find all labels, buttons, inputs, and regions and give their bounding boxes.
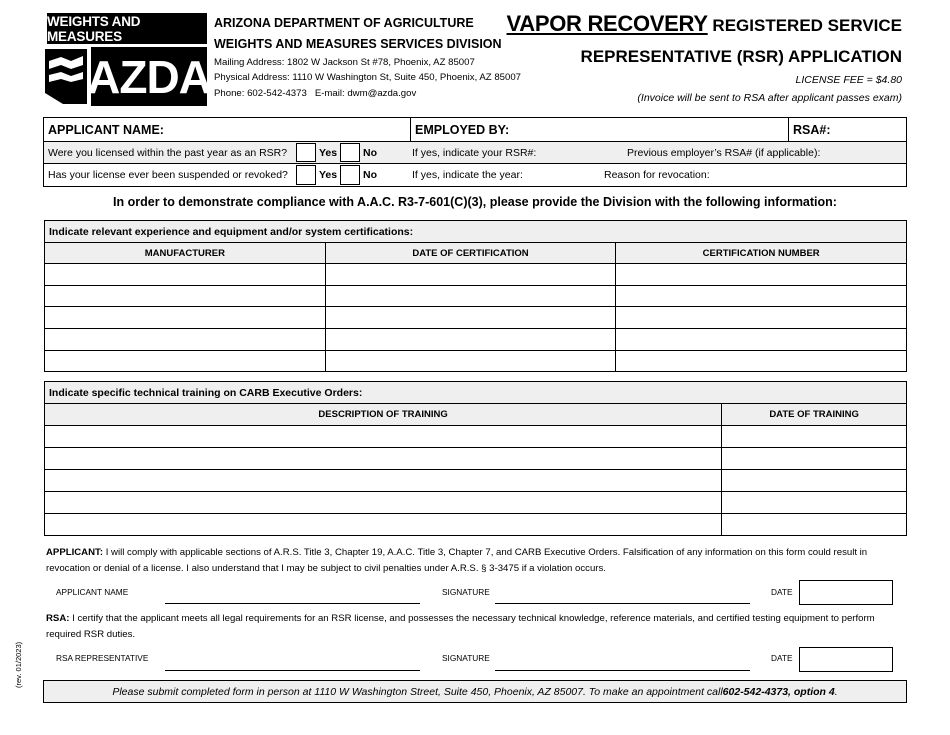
revision-label: (rev. 01/2023): [14, 641, 23, 688]
submission-footer: [43, 680, 907, 703]
certification-number-cell[interactable]: [616, 329, 907, 351]
table-row: [45, 514, 907, 536]
table-row: [45, 351, 907, 372]
table-row: [45, 426, 907, 448]
email-address: E-mail: dwm@azda.gov: [314, 88, 417, 99]
form-title-line1: [507, 11, 902, 37]
licensed-no-checkbox[interactable]: [340, 143, 360, 162]
certification-date-cell[interactable]: [325, 329, 616, 351]
rsa-statement: [46, 611, 906, 642]
question-licensed-past-year: Were you licensed within the past year as an RSR?: [48, 146, 288, 159]
training-description-cell[interactable]: [45, 492, 722, 514]
training-description-cell[interactable]: [45, 448, 722, 470]
physical-address: Physical Address: 1110 W Washington St, Suite 450, Phoenix, AZ 85007: [214, 72, 521, 83]
certification-number-cell[interactable]: [616, 286, 907, 307]
rsa-number-label: RSA#:: [793, 122, 831, 137]
training-date-cell[interactable]: [722, 470, 907, 492]
rsa-signature-label: SIGNATURE: [442, 653, 490, 663]
mailing-address: Mailing Address: 1802 W Jackson St #78, Phoenix, AZ 85007: [214, 57, 475, 68]
manufacturer-cell[interactable]: [45, 264, 326, 286]
training-section-title: Indicate specific technical training on CARB Executive Orders:: [45, 382, 907, 404]
col-certification-number: CERTIFICATION NUMBER: [616, 243, 907, 264]
certification-date-cell[interactable]: [325, 351, 616, 372]
contact-line: [214, 88, 416, 99]
manufacturer-cell[interactable]: [45, 351, 326, 372]
phone-number: Phone: 602-542-4373: [214, 88, 307, 99]
compliance-heading: In order to demonstrate compliance with A.A.C. R3-7-601(C)(3), please provide the Division with the following information:: [113, 195, 837, 209]
training-description-cell[interactable]: [45, 470, 722, 492]
form-title-rest: REGISTERED SERVICE: [707, 16, 902, 35]
revoked-no-label: No: [363, 169, 377, 181]
footer-phone: 602-542-4373, option 4: [722, 685, 835, 698]
col-date-of-training: DATE OF TRAINING: [722, 404, 907, 426]
certification-number-cell[interactable]: [616, 264, 907, 286]
manufacturer-cell[interactable]: [45, 329, 326, 351]
applicant-name-line[interactable]: [165, 603, 420, 604]
license-fee: LICENSE FEE = $4.80: [795, 74, 902, 86]
revoked-yes-checkbox[interactable]: [296, 165, 316, 185]
table-row: [45, 307, 907, 329]
certification-date-cell[interactable]: [325, 264, 616, 286]
rsa-date-label: DATE: [771, 653, 793, 663]
applicant-name-sig-label: APPLICANT NAME: [56, 587, 129, 597]
rsa-statement-lead: RSA:: [46, 613, 70, 624]
licensed-no-label: No: [363, 146, 377, 159]
revocation-reason-prompt[interactable]: Reason for revocation:: [604, 169, 710, 181]
footer-text: Please submit completed form in person at 1110 W Washington Street, Suite 450, Phoenix, AZ 85007. To make an appointment call: [112, 685, 723, 698]
applicant-date-field[interactable]: [799, 580, 893, 605]
applicant-name-field[interactable]: [48, 118, 408, 141]
col-description-of-training: DESCRIPTION OF TRAINING: [45, 404, 722, 426]
logo-azda: AZDA: [91, 47, 207, 106]
revoked-no-checkbox[interactable]: [340, 165, 360, 185]
certification-date-cell[interactable]: [325, 307, 616, 329]
previous-employer-rsa-prompt[interactable]: Previous employer’s RSA# (if applicable):: [627, 146, 821, 159]
rsa-statement-text: I certify that the applicant meets all legal requirements for an RSR license, and possesses the necessary technical knowledge, reference materials, and certified testing equipment to perform required RSR duties.: [46, 613, 875, 640]
manufacturer-cell[interactable]: [45, 307, 326, 329]
invoice-note: (Invoice will be sent to RSA after applicant passes exam): [637, 92, 902, 104]
question-suspended-revoked: Has your license ever been suspended or revoked?: [48, 169, 288, 181]
licensed-yes-label: Yes: [319, 146, 338, 159]
employed-by-label: EMPLOYED BY:: [415, 122, 510, 137]
col-date-of-certification: DATE OF CERTIFICATION: [325, 243, 616, 264]
training-date-cell[interactable]: [722, 448, 907, 470]
table-row: [45, 448, 907, 470]
division-name: WEIGHTS AND MEASURES SERVICES DIVISION: [214, 37, 502, 51]
table-row: [45, 264, 907, 286]
licensed-yes-checkbox[interactable]: [296, 143, 316, 162]
rsa-representative-line[interactable]: [165, 670, 420, 671]
applicant-date-label: DATE: [771, 587, 793, 597]
revoked-yes-label: Yes: [319, 169, 338, 181]
manufacturer-cell[interactable]: [45, 286, 326, 307]
applicant-name-label: APPLICANT NAME:: [48, 122, 164, 137]
table-row: [45, 470, 907, 492]
col-manufacturer: MANUFACTURER: [45, 243, 326, 264]
rsa-number-field[interactable]: [793, 118, 906, 141]
certifications-table: [44, 220, 907, 372]
applicant-signature-label: SIGNATURE: [442, 587, 490, 597]
certification-number-cell[interactable]: [616, 307, 907, 329]
form-title-line2: REPRESENTATIVE (RSR) APPLICATION: [580, 47, 902, 66]
applicant-statement: [46, 545, 906, 576]
logo-top-banner: WEIGHTS AND MEASURES: [47, 13, 207, 44]
applicant-info-table: [43, 117, 907, 187]
applicant-signature-line[interactable]: [495, 603, 750, 604]
form-title-main: VAPOR RECOVERY: [506, 11, 708, 36]
training-date-cell[interactable]: [722, 426, 907, 448]
rsr-number-prompt[interactable]: If yes, indicate your RSR#:: [412, 146, 537, 159]
agency-name: ARIZONA DEPARTMENT OF AGRICULTURE: [214, 16, 474, 30]
footer-end: .: [834, 685, 838, 698]
certifications-section-title: Indicate relevant experience and equipment and/or system certifications:: [45, 221, 907, 243]
table-row: [45, 329, 907, 351]
training-description-cell[interactable]: [45, 426, 722, 448]
training-date-cell[interactable]: [722, 492, 907, 514]
training-table: [44, 381, 907, 536]
certification-number-cell[interactable]: [616, 351, 907, 372]
revocation-year-prompt[interactable]: If yes, indicate the year:: [412, 169, 523, 181]
table-row: [45, 492, 907, 514]
training-date-cell[interactable]: [722, 514, 907, 536]
applicant-statement-lead: APPLICANT:: [46, 547, 104, 558]
table-row: [45, 286, 907, 307]
rsa-signature-line[interactable]: [495, 670, 750, 671]
applicant-statement-text: I will comply with applicable sections of A.R.S. Title 3, Chapter 19, A.A.C. Title 3, Chapter 7, and CARB Executive Orders. Falsification of any information on this form could result in revocation or denial of a license. I also understand that I may be subject to civil penalties under A.R.S. § 3-3475 if a violation occurs.: [46, 547, 868, 574]
arizona-map-icon: [43, 47, 89, 106]
employed-by-field[interactable]: [415, 118, 790, 141]
training-description-cell[interactable]: [45, 514, 722, 536]
certification-date-cell[interactable]: [325, 286, 616, 307]
rsa-date-field[interactable]: [799, 647, 893, 672]
rsa-representative-label: RSA REPRESENTATIVE: [56, 653, 149, 663]
